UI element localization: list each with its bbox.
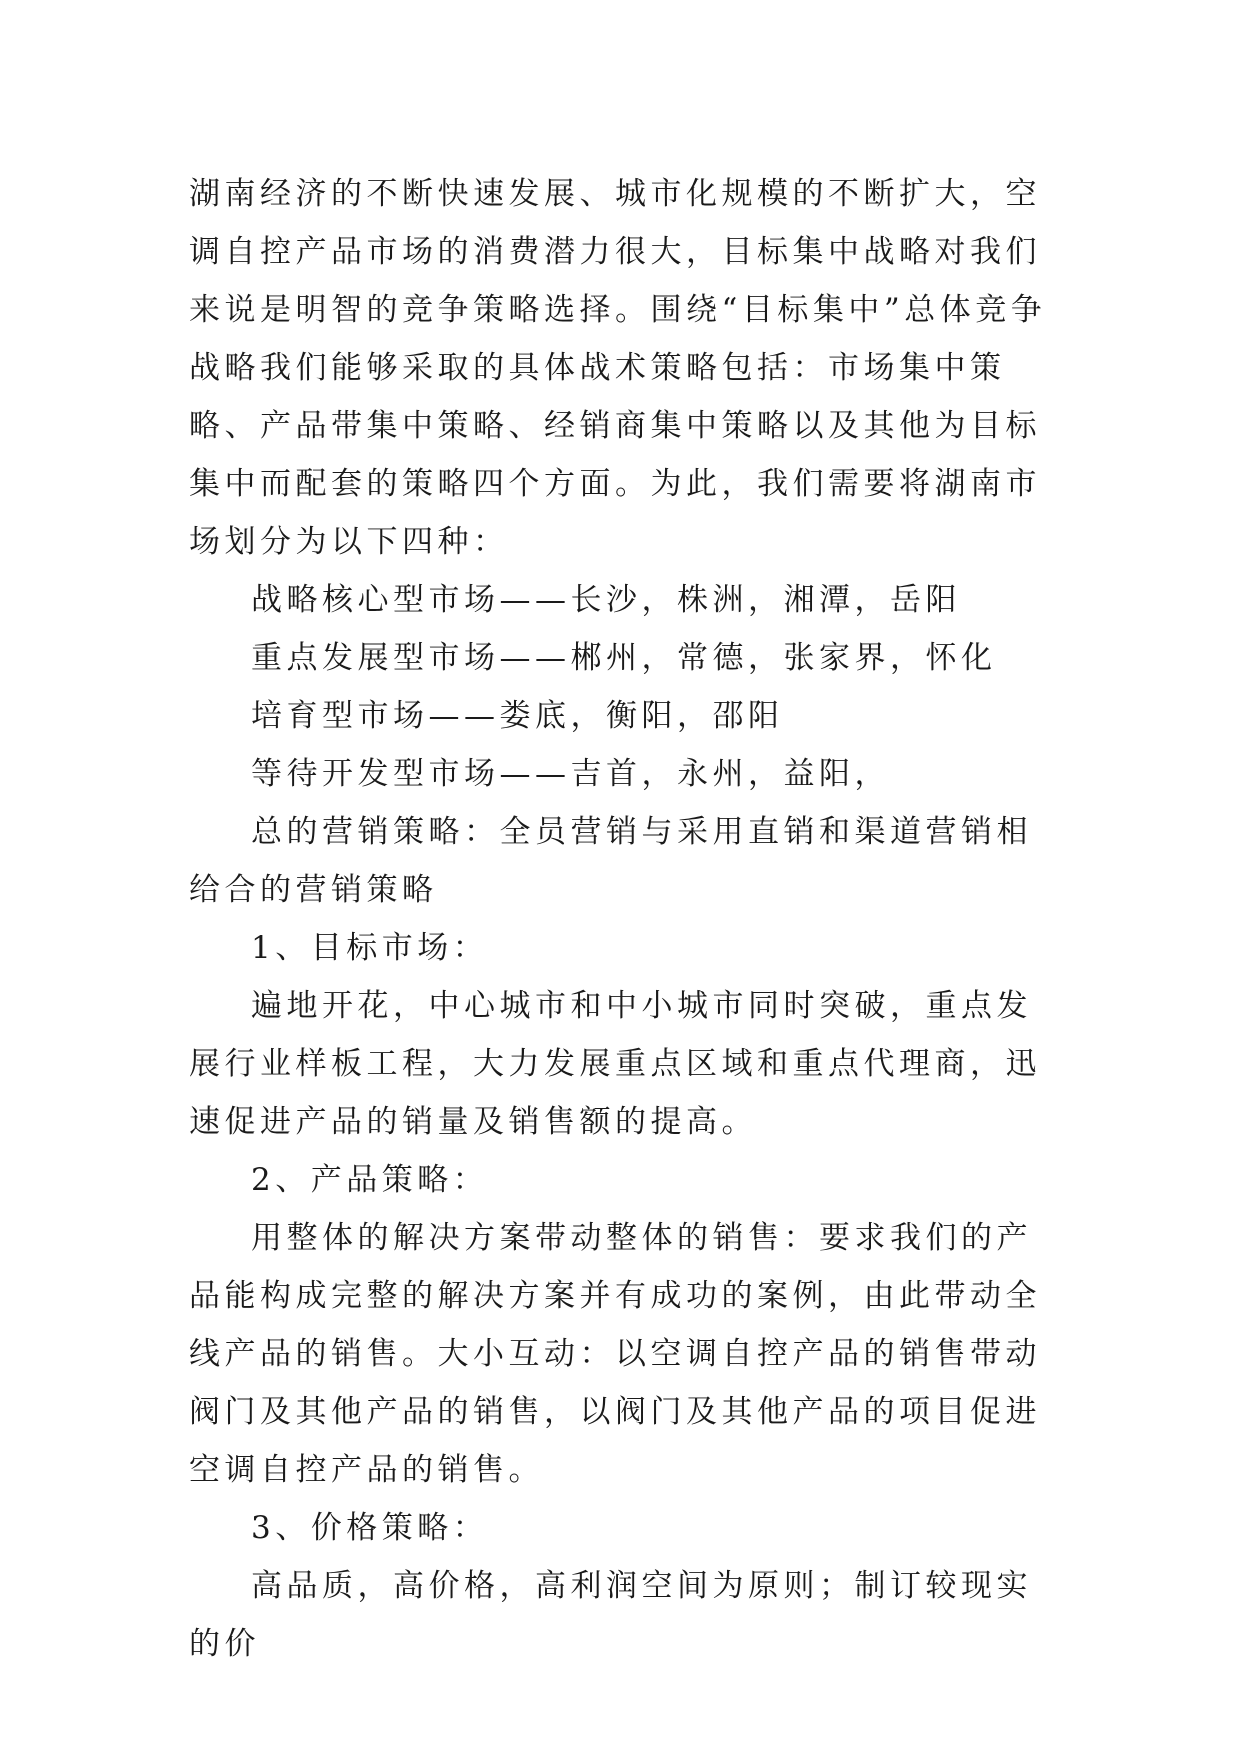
paragraph-pending-market: 等待开发型市场——吉首，永州，益阳， (251, 756, 890, 792)
paragraph-key-market: 重点发展型市场——郴州，常德，张家界，怀化 (251, 640, 997, 676)
heading-price-strategy: 3、价格策略： (251, 1510, 489, 1546)
document-body (189, 165, 1049, 1673)
paragraph-core-market: 战略核心型市场——长沙，株洲，湘潭，岳阳 (251, 582, 961, 618)
paragraph-overall-strategy: 总的营销策略：全员营销与采用直销和渠道营销相给合的营销策略 (189, 814, 1032, 908)
paragraph-nurture-market: 培育型市场——娄底，衡阳，邵阳 (251, 698, 784, 734)
paragraph-product-strategy: 用整体的解决方案带动整体的销售：要求我们的产品能构成完整的解决方案并有成功的案例，由此带动全线产品的销售。大小互动：以空调自控产品的销售带动阀门及其他产品的销售，以阀门及其他产品的项目促进空调自控产品的销售。 (189, 1220, 1041, 1488)
paragraph-price-strategy: 高品质，高价格，高利润空间为原则；制订较现实的价 (189, 1568, 1032, 1662)
paragraph-target-market: 遍地开花，中心城市和中小城市同时突破，重点发展行业样板工程，大力发展重点区域和重点代理商，迅速促进产品的销量及销售额的提高。 (189, 988, 1041, 1140)
heading-product-strategy: 2、产品策略： (251, 1162, 489, 1198)
paragraph-intro: 湖南经济的不断快速发展、城市化规模的不断扩大，空调自控产品市场的消费潜力很大，目标集中战略对我们来说是明智的竞争策略选择。围绕“目标集中”总体竞争战略我们能够采取的具体战术策略包括：市场集中策略、产品带集中策略、经销商集中策略以及其他为目标集中而配套的策略四个方面。为此，我们需要将湖南市场划分为以下四种： (189, 176, 1047, 560)
heading-target-market: 1、目标市场： (251, 930, 489, 966)
